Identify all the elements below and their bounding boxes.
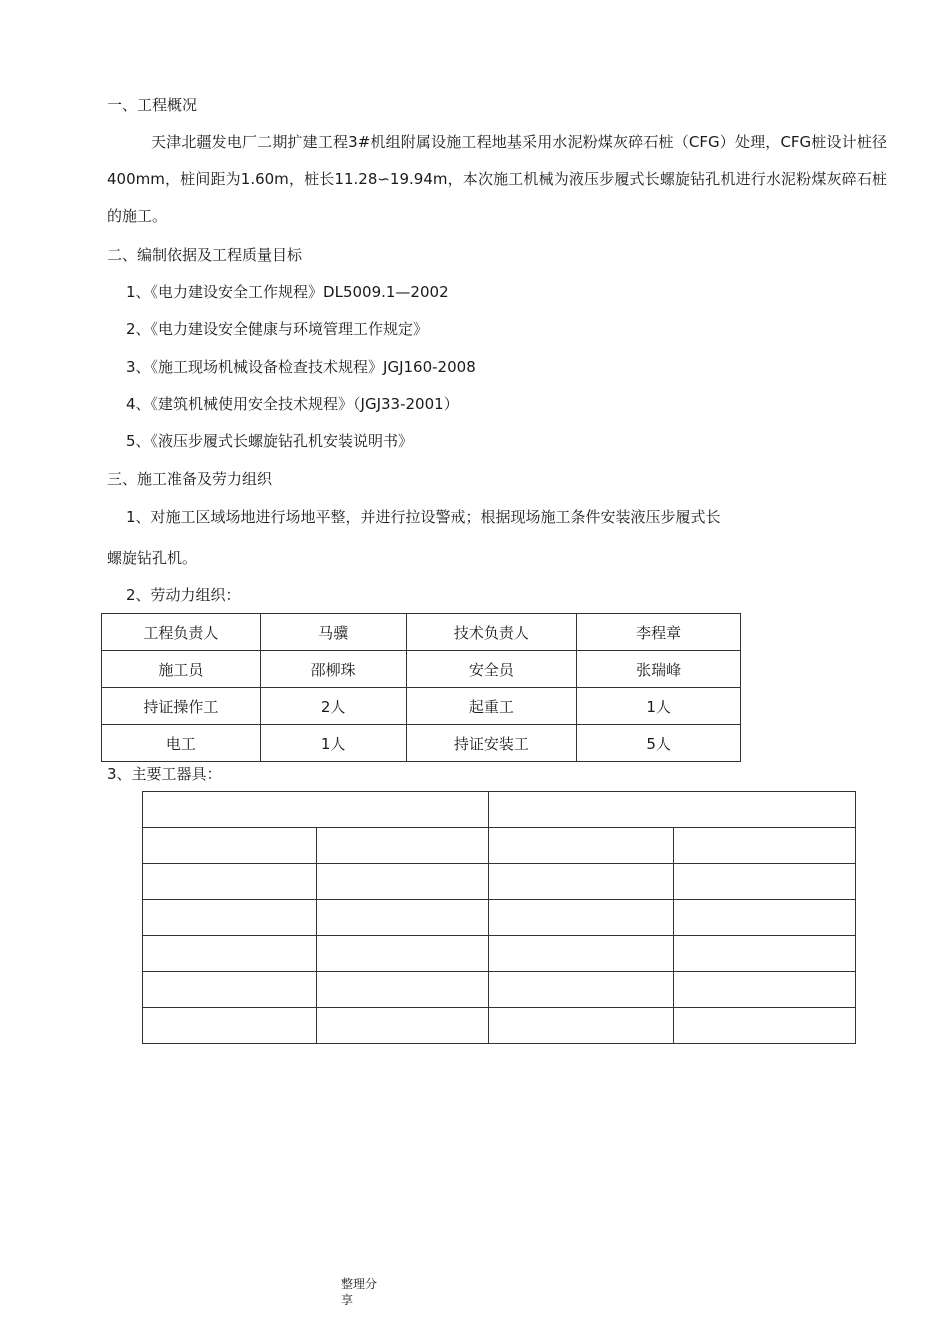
- table-cell: [316, 1008, 488, 1044]
- preparation-item-line1: 1、对施工区域场地进行场地平整，并进行拉设警戒；根据现场施工条件安装液压步履式长: [126, 508, 721, 526]
- table-cell: [143, 900, 317, 936]
- table-cell: 李程章: [577, 614, 741, 651]
- table-cell: [488, 828, 674, 864]
- table-cell: [143, 792, 489, 828]
- table-row: [102, 614, 741, 651]
- table-cell: 电工: [102, 725, 261, 762]
- table-cell: 张瑞峰: [577, 651, 741, 688]
- table-cell: 马骥: [260, 614, 406, 651]
- tools-table: [142, 791, 856, 1044]
- table-cell: [488, 792, 856, 828]
- table-cell: 技术负责人: [406, 614, 577, 651]
- table-cell: [316, 972, 488, 1008]
- section2-heading: 二、编制依据及工程质量目标: [107, 246, 303, 264]
- table-cell: [316, 936, 488, 972]
- table-row: [102, 725, 741, 762]
- table-cell: 施工员: [102, 651, 261, 688]
- table-cell: [143, 828, 317, 864]
- table-cell: [143, 1008, 317, 1044]
- labor-organization-label: 2、劳动力组织：: [126, 586, 241, 604]
- page-footer: 整理分享: [341, 1277, 378, 1307]
- table-cell: [674, 900, 856, 936]
- table-cell: [316, 900, 488, 936]
- reference-item: 5、《液压步履式长螺旋钻孔机安装说明书》: [126, 432, 414, 450]
- table-cell: 邵柳珠: [260, 651, 406, 688]
- table-cell: [674, 972, 856, 1008]
- table-row: [143, 972, 856, 1008]
- table-row: [143, 828, 856, 864]
- table-row: [143, 1008, 856, 1044]
- table-row: [143, 864, 856, 900]
- table-row: [143, 936, 856, 972]
- table-cell: [674, 936, 856, 972]
- labor-table: [101, 613, 741, 762]
- table-cell: [316, 864, 488, 900]
- table-cell: [143, 972, 317, 1008]
- table-row: [143, 792, 856, 828]
- table-cell: [488, 1008, 674, 1044]
- table-cell: [143, 936, 317, 972]
- table-cell: [488, 900, 674, 936]
- table-cell: [488, 864, 674, 900]
- table-cell: 安全员: [406, 651, 577, 688]
- section1-heading: 一、工程概况: [107, 96, 198, 114]
- table-cell: 持证安装工: [406, 725, 577, 762]
- table-cell: 1人: [577, 688, 741, 725]
- table-cell: 起重工: [406, 688, 577, 725]
- table-cell: 工程负责人: [102, 614, 261, 651]
- table-cell: [674, 828, 856, 864]
- table-cell: [316, 828, 488, 864]
- section3-heading: 三、施工准备及劳力组织: [107, 470, 273, 488]
- reference-item: 4、《建筑机械使用安全技术规程》（JGJ33-2001）: [126, 395, 459, 413]
- reference-item: 2、《电力建设安全健康与环境管理工作规定》: [126, 320, 429, 338]
- preparation-item-line2: 螺旋钻孔机。: [107, 549, 198, 567]
- table-cell: 5人: [577, 725, 741, 762]
- table-cell: 2人: [260, 688, 406, 725]
- table-cell: 1人: [260, 725, 406, 762]
- main-tools-label: 3、主要工器具：: [107, 765, 222, 783]
- table-row: [102, 651, 741, 688]
- table-cell: [143, 864, 317, 900]
- table-cell: [674, 864, 856, 900]
- section1-body: 天津北疆发电厂二期扩建工程3#机组附属设施工程地基采用水泥粉煤灰碎石桩（CFG）处理，CFG桩设计桩径400mm，桩间距为1.60m，桩长11.28∽19.94m，本次施工机械为液压步履式长螺旋钻孔机进行水泥粉煤灰碎石桩的施工。: [107, 133, 887, 225]
- table-row: [143, 900, 856, 936]
- reference-item: 3、《施工现场机械设备检查技术规程》JGJ160-2008: [126, 358, 476, 376]
- table-row: [102, 688, 741, 725]
- table-cell: [488, 936, 674, 972]
- table-cell: [674, 1008, 856, 1044]
- table-cell: [488, 972, 674, 1008]
- reference-item: 1、《电力建设安全工作规程》DL5009.1—2002: [126, 283, 449, 301]
- table-cell: 持证操作工: [102, 688, 261, 725]
